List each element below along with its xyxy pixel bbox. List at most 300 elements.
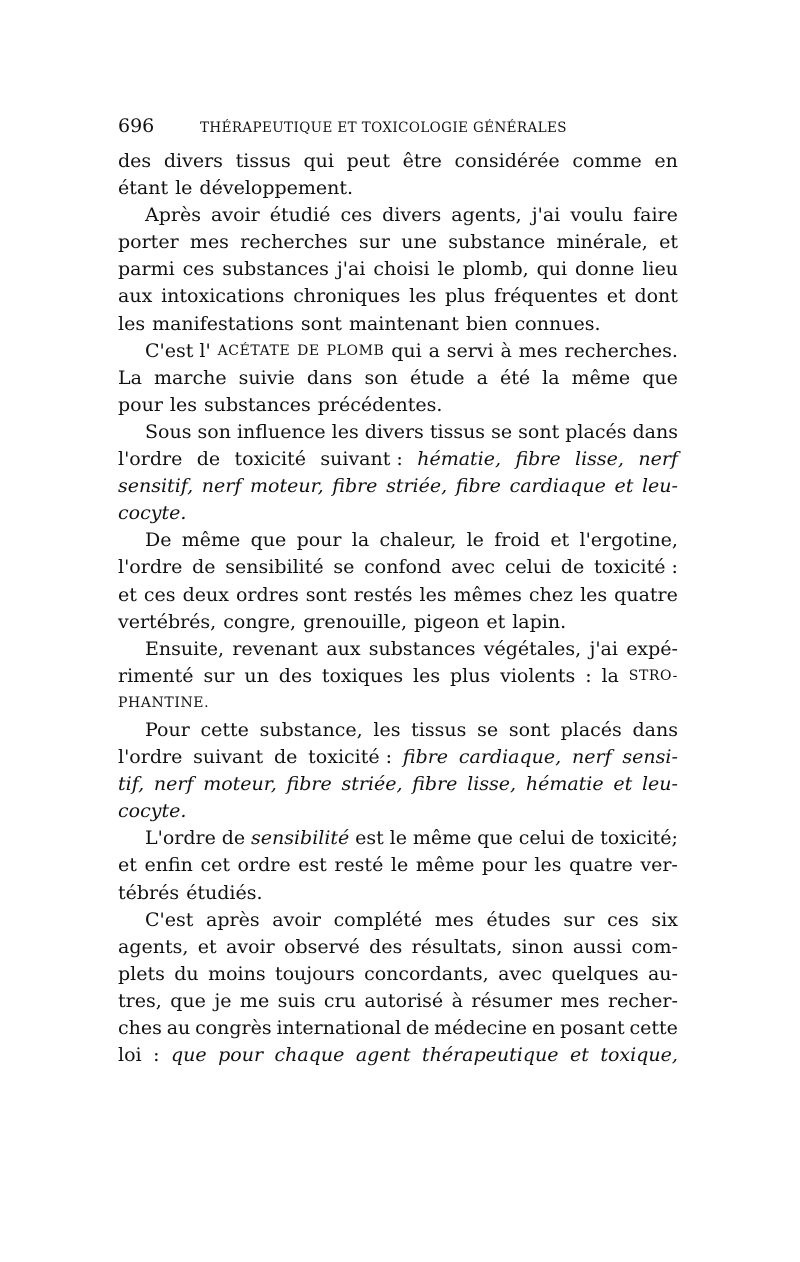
word: les [331, 420, 359, 443]
word: que [250, 529, 287, 552]
word: quelques [551, 962, 639, 985]
word: même [571, 366, 631, 389]
text-line [118, 338, 678, 365]
word: que [477, 827, 513, 850]
word: chroniques [293, 285, 401, 308]
word: fibre [455, 475, 501, 498]
word: revenant [232, 637, 319, 660]
text-line [118, 554, 678, 581]
word: l'ordre [118, 448, 183, 471]
word: en [531, 1017, 556, 1039]
word: nerf [153, 773, 194, 796]
word: a [428, 339, 440, 362]
word: tissus [411, 718, 467, 741]
word: complété [333, 908, 423, 931]
text-line [118, 256, 678, 283]
word: ces [340, 204, 373, 227]
word: le [466, 529, 484, 552]
word: ches [118, 1017, 162, 1039]
text-line [118, 852, 678, 879]
word: des [278, 664, 312, 687]
word: congrès [195, 1017, 272, 1039]
word: les [534, 854, 562, 877]
word: je [214, 989, 232, 1012]
word: moteur, [250, 475, 324, 498]
word: médecine [434, 1017, 528, 1039]
word: développement. [199, 177, 354, 200]
word: recherches [240, 231, 348, 254]
word: minérale, [556, 231, 648, 254]
word: et [614, 475, 634, 498]
word: C'est l' [145, 339, 211, 362]
word: sont [518, 420, 560, 443]
word: de [192, 556, 216, 579]
word: comme [572, 150, 642, 172]
word: est [298, 854, 327, 877]
word: au- [647, 962, 678, 985]
word: vertébrés, [118, 610, 217, 633]
word: qui [391, 339, 422, 362]
text-line [118, 690, 678, 717]
text-line [118, 1015, 678, 1042]
text-line [118, 473, 678, 500]
word: posant [560, 1017, 625, 1039]
text-line [118, 582, 678, 609]
word: dont [634, 285, 678, 308]
word: être [402, 150, 442, 172]
word: rimenté [118, 664, 194, 687]
word: de [273, 746, 298, 769]
word: été [499, 366, 531, 389]
word: ordre [237, 854, 291, 877]
word: sur [563, 908, 595, 931]
word: pour [118, 393, 163, 416]
word: striée, [386, 475, 448, 498]
word: une [401, 231, 437, 254]
word: recherches. [564, 339, 678, 362]
word: la [542, 366, 560, 389]
word: pour [218, 1044, 264, 1067]
word: thérapeutique [421, 1044, 559, 1067]
word: avoir [272, 908, 321, 931]
word: toxicité; [600, 827, 678, 850]
word: fibre [412, 773, 458, 796]
word: les [409, 285, 437, 308]
word: la [351, 529, 370, 552]
word: lapin. [512, 610, 567, 633]
word: expé- [626, 637, 678, 660]
word: de [560, 556, 585, 579]
word: hématie, [417, 448, 502, 471]
word: DE [297, 342, 320, 359]
word: que [170, 1044, 207, 1067]
word: mes [560, 989, 600, 1012]
word: concordants, [364, 962, 489, 985]
word: faire [633, 204, 678, 227]
word: à [500, 339, 512, 362]
word: substance, [259, 718, 363, 741]
word: observé [284, 935, 360, 958]
word: fréquentes [494, 285, 598, 308]
word: toxicité : [594, 556, 678, 579]
word: servi [446, 339, 494, 362]
word: étude [409, 366, 465, 389]
word: toujours [274, 962, 355, 985]
word: cette [629, 1017, 678, 1039]
word: ces [607, 908, 639, 931]
word: et [606, 285, 626, 308]
word: nerf [572, 746, 612, 769]
word: suivant [193, 746, 264, 769]
word: placés [560, 718, 622, 741]
word: mes [518, 339, 558, 362]
word: loi [118, 1044, 142, 1067]
word: connues. [514, 312, 601, 335]
word: nerf [638, 448, 678, 471]
word: toxiques [321, 664, 404, 687]
word: le [390, 854, 409, 877]
word: la [601, 664, 619, 687]
word: dans [632, 420, 678, 443]
word: sensibilité [250, 827, 350, 850]
word: du [174, 962, 199, 985]
word: mêmes [453, 583, 522, 606]
word: : [153, 1044, 160, 1067]
text-line [118, 419, 678, 446]
word: qui [303, 150, 334, 172]
running-title: THÉRAPEUTIQUE ET TOXICOLOGIE GÉNÉRALES [200, 120, 567, 136]
text-line [118, 148, 678, 175]
word: avec [451, 556, 496, 579]
word: cardiaque, [458, 746, 562, 769]
word: étudiés. [186, 881, 263, 904]
word: pour [481, 854, 527, 877]
word: pigeon [414, 610, 480, 633]
word: ces [143, 583, 176, 606]
word: voulu [570, 204, 624, 227]
word: moins [208, 962, 266, 985]
word: son [197, 420, 231, 443]
word: un [244, 664, 269, 687]
word: les [413, 664, 441, 687]
word: bien [465, 312, 508, 335]
word: plus [445, 285, 486, 308]
word: agents, [451, 204, 522, 227]
word: celui [504, 556, 552, 579]
word: même [181, 529, 241, 552]
word: resté [334, 854, 384, 877]
word: qui [536, 258, 568, 281]
text-line [118, 744, 678, 771]
word: lisse, [467, 773, 517, 796]
word: plus [449, 664, 491, 687]
word: les [373, 718, 401, 741]
word: a [476, 366, 488, 389]
word: sinon [511, 935, 564, 958]
word: tres, [118, 989, 162, 1012]
word: chaque [274, 1044, 345, 1067]
word: toxique, [600, 1044, 678, 1067]
text-line [118, 527, 678, 554]
word: les [118, 312, 146, 335]
word: choisi [373, 258, 430, 281]
word: PLOMB [326, 342, 385, 359]
word: se [477, 718, 499, 741]
word: et [118, 583, 137, 606]
word: cru [323, 989, 356, 1012]
word: dans [306, 366, 353, 389]
word: sur [203, 664, 235, 687]
word: se [491, 420, 513, 443]
word: de [405, 1017, 430, 1039]
word: les [580, 583, 608, 606]
word: son [364, 366, 398, 389]
word: avoir [211, 204, 260, 227]
word: leu- [641, 475, 678, 498]
word: De [145, 529, 172, 552]
word: recher- [607, 989, 678, 1012]
word: lisse, [575, 448, 624, 471]
word: sont [300, 312, 342, 335]
word: à [451, 989, 463, 1012]
word: aux [118, 285, 153, 308]
word: les [169, 393, 197, 416]
word: des [369, 935, 403, 958]
word: ver- [640, 854, 678, 877]
word: moteur, [203, 773, 277, 796]
word: ordres [235, 583, 299, 606]
word: que [642, 366, 678, 389]
text-line [118, 825, 678, 852]
text-line [118, 934, 678, 961]
word: ces [182, 258, 215, 281]
word: tissus [429, 420, 486, 443]
word: grenouille, [303, 610, 408, 633]
text-line [118, 392, 678, 419]
word: leu- [641, 773, 678, 796]
word: études [486, 908, 551, 931]
word: marche [154, 366, 227, 389]
word: tébrés [118, 881, 180, 904]
word: : [585, 664, 592, 687]
word: au [166, 1017, 191, 1039]
word: l'ergotine, [579, 529, 678, 552]
text-line [118, 311, 678, 338]
word: sensitif, [118, 475, 194, 498]
word: Sous [145, 420, 192, 443]
word: chez [528, 583, 574, 606]
word: STRO- [628, 667, 678, 684]
word: international [276, 1017, 402, 1039]
word: Après [145, 204, 201, 227]
word: ACÉTATE [217, 342, 291, 359]
word: manifestations [152, 312, 294, 335]
text-line [118, 636, 678, 663]
word: le [437, 258, 455, 281]
text-line [118, 365, 678, 392]
word: placés [565, 420, 627, 443]
word: résumer [471, 989, 553, 1012]
running-header [118, 114, 678, 140]
word: fibre [515, 448, 561, 471]
word: influence [236, 420, 326, 443]
text-line [118, 771, 678, 798]
word: PHANTINE. [118, 694, 210, 711]
word: substances [368, 637, 476, 660]
word: aussi [572, 935, 623, 958]
word: en [654, 150, 678, 172]
word: aux [326, 637, 361, 660]
word: donne [575, 258, 635, 281]
word: hématie [525, 773, 604, 796]
word: de [221, 827, 246, 850]
word: pour [296, 529, 342, 552]
word: suivie [238, 366, 295, 389]
word: intoxications [161, 285, 285, 308]
word: tissus [235, 150, 291, 172]
word: me [239, 989, 270, 1012]
word: l'ordre [118, 746, 183, 769]
word: est [355, 827, 384, 850]
word: fibre [402, 746, 449, 769]
word: et [659, 231, 678, 254]
text-line [118, 907, 678, 934]
word: avoir [226, 935, 275, 958]
word: porter [118, 231, 179, 254]
word: divers [364, 420, 424, 443]
word: suis [277, 989, 316, 1012]
word: de [196, 448, 221, 471]
word: fibre [286, 773, 332, 796]
word: substances [204, 393, 311, 416]
word: plomb, [462, 258, 529, 281]
word: et [197, 935, 217, 958]
word: celui [518, 827, 565, 850]
word: divers [163, 150, 223, 172]
word: congre, [223, 610, 297, 633]
word: parmi [118, 258, 175, 281]
word: mes [189, 231, 229, 254]
text-line [118, 446, 678, 473]
word: confond [364, 556, 442, 579]
word: chaleur, [379, 529, 457, 552]
word: maintenant [348, 312, 459, 335]
word: même [412, 827, 472, 850]
word: six [651, 908, 678, 931]
word: cardiaque [509, 475, 606, 498]
word: violents [500, 664, 576, 687]
text-line [118, 500, 678, 527]
word: deux [182, 583, 229, 606]
word: substances [222, 258, 329, 281]
text-line [118, 663, 678, 690]
word: l'ordre [118, 556, 183, 579]
word: Ensuite, [145, 637, 225, 660]
word: peut [346, 150, 390, 172]
word: dans [632, 718, 678, 741]
word: suivant : [320, 448, 403, 471]
word: froid [494, 529, 541, 552]
word: précédentes. [317, 393, 443, 416]
word: sont [508, 718, 550, 741]
text-line [118, 175, 678, 202]
word: les [419, 583, 447, 606]
word: végétales, [483, 637, 582, 660]
word: des [118, 150, 152, 172]
word: lieu [642, 258, 678, 281]
word: fibre [332, 475, 378, 498]
word: agent [355, 1044, 411, 1067]
word: tif, [118, 773, 145, 796]
word: de [570, 827, 595, 850]
word: cocyte. [118, 502, 187, 525]
word: substance [448, 231, 546, 254]
word: La [118, 366, 142, 389]
word: et [613, 773, 633, 796]
word: j'ai [531, 204, 561, 227]
word: sensibilité [225, 556, 324, 579]
word: mes [434, 908, 474, 931]
word: après [206, 908, 260, 931]
word: résultats, [411, 935, 503, 958]
word: sont [305, 583, 347, 606]
word: et [550, 529, 570, 552]
word: quatre [614, 583, 678, 606]
word: C'est [145, 908, 194, 931]
word: quatre [569, 854, 633, 877]
word: sensi- [622, 746, 678, 769]
word: j'ai [336, 258, 366, 281]
word: autorisé [364, 989, 444, 1012]
word: nerf [201, 475, 242, 498]
text-line [118, 961, 678, 988]
word: Pour [145, 718, 190, 741]
body-text [118, 148, 678, 1069]
text-line [118, 283, 678, 310]
word: et [569, 1044, 589, 1067]
word: plets [118, 962, 165, 985]
word: et [118, 854, 137, 877]
text-line [118, 1042, 678, 1069]
word: toxicité [234, 448, 306, 471]
word: considérée [454, 150, 560, 172]
text-line [118, 229, 678, 256]
word: divers [382, 204, 442, 227]
text-line [118, 798, 678, 825]
word: toxicité : [308, 746, 393, 769]
text-line [118, 880, 678, 907]
word: cette [200, 718, 249, 741]
word: com- [631, 935, 678, 958]
word: j'ai [589, 637, 618, 660]
text-line [118, 717, 678, 744]
word: L'ordre [145, 827, 216, 850]
word: avec [498, 962, 543, 985]
word: enfin [144, 854, 193, 877]
word: étant [118, 177, 169, 200]
text-line [118, 202, 678, 229]
page-number: 696 [118, 115, 155, 137]
word: sur [358, 231, 390, 254]
word: que [170, 989, 206, 1012]
word: même [415, 854, 475, 877]
word: restés [353, 583, 413, 606]
word: cet [200, 854, 230, 877]
text-line [118, 988, 678, 1015]
word: cocyte. [118, 800, 187, 823]
word: et [486, 610, 506, 633]
word: le [389, 827, 407, 850]
